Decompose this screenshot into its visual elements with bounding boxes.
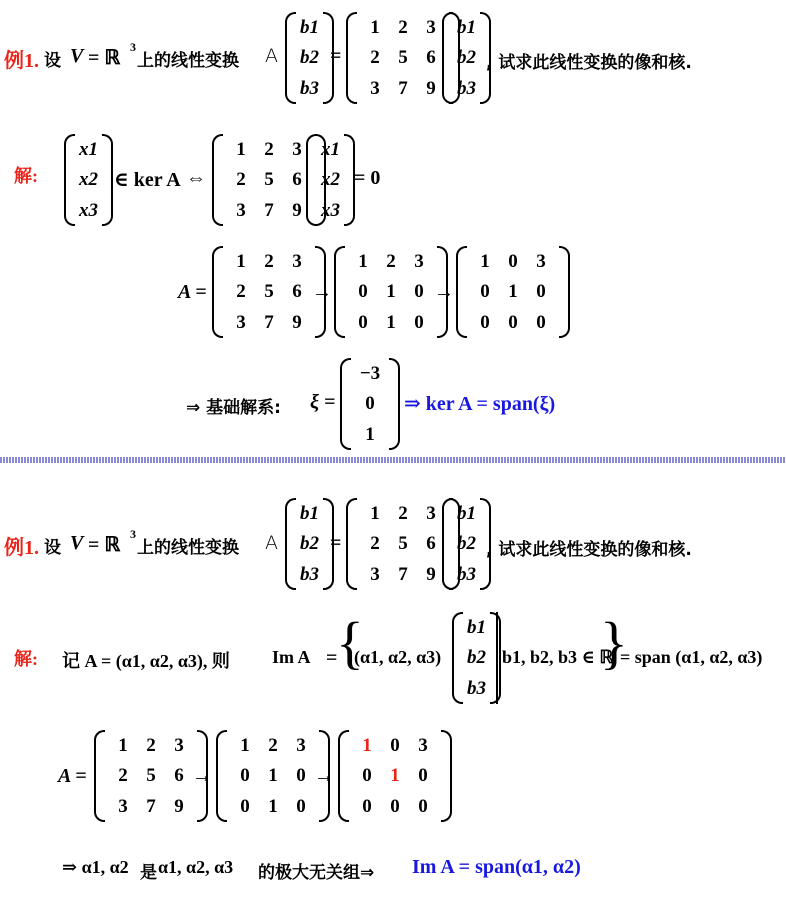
math-entry: 2 — [398, 502, 408, 524]
denote-text: 记 A = (α1, α2, α3), 则 — [62, 651, 230, 671]
math-entry: 2 — [264, 250, 274, 272]
space-V: V — [70, 45, 84, 67]
matrix-reduced-2 — [456, 246, 570, 338]
math-entry: 1 — [118, 734, 128, 756]
math-entry: 0 — [240, 796, 250, 818]
math-entry: 3 — [292, 250, 302, 272]
problem-intro-2: 设 — [44, 538, 61, 558]
A-eq-2: A = — [58, 765, 87, 787]
math-entry: 7 — [398, 564, 408, 586]
eq-R: = ℝ — [88, 47, 121, 69]
operator-A: A — [265, 45, 278, 67]
math-entry: 3 — [370, 564, 380, 586]
b2: b2 — [300, 47, 319, 69]
math-entry: 3 — [296, 734, 306, 756]
math-entry: 2 — [370, 533, 380, 555]
math-entry: 7 — [146, 796, 156, 818]
math-entry: 0 — [414, 281, 424, 303]
math-entry: 1 — [480, 250, 490, 272]
set-separator — [496, 612, 498, 704]
math-entry: x1 — [79, 138, 98, 160]
math-entry: b3 — [457, 78, 476, 100]
A-eq: A = — [178, 281, 207, 303]
math-entry: 3 — [414, 250, 424, 272]
math-entry: x1 — [321, 138, 340, 160]
pivot-1: 1 — [362, 734, 372, 756]
math-entry: 0 — [418, 765, 428, 787]
math-entry: 2 — [370, 47, 380, 69]
superscript-3-2: 3 — [130, 527, 136, 541]
arrow-4: → — [314, 765, 334, 787]
math-entry: b1 — [457, 502, 476, 524]
math-entry: 2 — [236, 169, 246, 191]
math-entry: 1 — [268, 765, 278, 787]
b1: b1 — [300, 16, 319, 38]
math-entry: 3 — [236, 200, 246, 222]
equals: = — [330, 45, 342, 67]
math-entry: 3 — [536, 250, 546, 272]
im-label: Im A — [272, 647, 311, 667]
problem-tail-2: , 试求此线性变换的像和核. — [486, 540, 692, 560]
math-entry: 1 — [386, 312, 396, 334]
on-text-2: 上的线性变换 — [137, 538, 239, 558]
im-result: Im A = span(α1, α2) — [412, 856, 581, 878]
math-entry: 2 — [118, 765, 128, 787]
math-entry: 0 — [508, 312, 518, 334]
operator-A-2: A — [265, 532, 278, 554]
matrix-reduced-4 — [338, 730, 452, 822]
math-entry: 3 — [292, 138, 302, 160]
math-entry: 0 — [536, 281, 546, 303]
math-entry: x3 — [321, 200, 340, 222]
math-entry: b2 — [467, 647, 486, 669]
math-entry: 0 — [362, 796, 372, 818]
math-entry: 2 — [264, 138, 274, 160]
math-entry: 3 — [174, 734, 184, 756]
math-entry: 1 — [268, 796, 278, 818]
math-entry: 7 — [264, 312, 274, 334]
eq-R-2: = ℝ — [88, 534, 121, 556]
math-entry: 6 — [174, 765, 184, 787]
math-entry: 5 — [398, 47, 408, 69]
set-equals: = — [326, 647, 338, 669]
math-entry: 0 — [414, 312, 424, 334]
math-entry: 9 — [426, 78, 436, 100]
math-entry: 9 — [292, 312, 302, 334]
math-entry: 0 — [508, 250, 518, 272]
matrix-A-3 — [212, 246, 326, 338]
conclusion-c: α1, α2, α3 — [158, 857, 234, 877]
math-entry: 3 — [426, 502, 436, 524]
xi-eq: ξ = — [310, 391, 336, 413]
solution-label: 解: — [14, 166, 38, 186]
math-entry: 1 — [365, 424, 375, 446]
math-entry: 6 — [426, 47, 436, 69]
vector-b — [285, 12, 334, 104]
math-entry: 6 — [292, 281, 302, 303]
math-entry: 3 — [418, 734, 428, 756]
math-entry: 6 — [292, 169, 302, 191]
vector-x — [64, 134, 113, 226]
problem-intro: 设 — [44, 51, 61, 71]
vector-b-3 — [452, 612, 501, 704]
math-entry: b2 — [457, 47, 476, 69]
math-entry: 0 — [362, 765, 372, 787]
math-entry: b2 — [457, 533, 476, 555]
math-entry: 5 — [264, 169, 274, 191]
math-entry: x2 — [79, 169, 98, 191]
math-entry: 1 — [386, 281, 396, 303]
math-entry: 1 — [236, 138, 246, 160]
vector-b-right-2 — [442, 498, 491, 590]
math-entry: 2 — [236, 281, 246, 303]
math-entry: 1 — [358, 250, 368, 272]
example-label: 例1. — [4, 50, 39, 72]
example-label-2: 例1. — [4, 537, 39, 559]
math-entry: 7 — [398, 78, 408, 100]
matrix-reduced-3 — [216, 730, 330, 822]
math-entry: −3 — [359, 362, 381, 384]
matrix-A-5 — [94, 730, 208, 822]
math-entry: 2 — [398, 16, 408, 38]
math-entry: b2 — [300, 533, 319, 555]
alpha-tuple: (α1, α2, α3) — [354, 647, 442, 667]
math-entry: 1 — [240, 734, 250, 756]
math-entry: 5 — [146, 765, 156, 787]
ker-result: ⇒ ker A = span(ξ) — [404, 393, 556, 415]
math-entry: b3 — [457, 564, 476, 586]
superscript-3: 3 — [130, 40, 136, 54]
math-entry: 2 — [146, 734, 156, 756]
math-entry: b1 — [467, 616, 486, 638]
math-entry: 0 — [536, 312, 546, 334]
math-entry: 3 — [426, 16, 436, 38]
in-ker: ∈ ker A — [114, 169, 181, 191]
math-entry: 0 — [296, 796, 306, 818]
arrow-1: → — [312, 281, 332, 303]
math-entry: 0 — [480, 312, 490, 334]
math-entry: b3 — [467, 678, 486, 700]
section-divider — [0, 457, 786, 463]
b3: b3 — [300, 78, 319, 100]
conclusion-d: 的极大无关组⇒ — [258, 863, 375, 883]
math-entry: 0 — [480, 281, 490, 303]
pivot-2: 1 — [390, 765, 400, 787]
math-entry: 3 — [236, 312, 246, 334]
equals-2: = — [330, 532, 342, 554]
math-entry: 5 — [398, 533, 408, 555]
math-entry: 0 — [418, 796, 428, 818]
math-entry: 0 — [358, 281, 368, 303]
space-V-2: V — [70, 532, 84, 554]
conclusion-a: ⇒ α1, α2 — [62, 857, 129, 877]
math-entry: 1 — [236, 250, 246, 272]
span-result: = span (α1, α2, α3) — [620, 647, 763, 667]
vector-x-right — [306, 134, 355, 226]
math-entry: b1 — [457, 16, 476, 38]
math-entry: 0 — [390, 734, 400, 756]
math-entry: x2 — [321, 169, 340, 191]
math-entry: 0 — [390, 796, 400, 818]
math-entry: b1 — [300, 502, 319, 524]
math-entry: 3 — [370, 78, 380, 100]
iff-symbol: ⇔ — [186, 167, 206, 189]
arrow-3: → — [192, 765, 212, 787]
math-entry: b3 — [300, 564, 319, 586]
problem-tail: , 试求此线性变换的像和核. — [486, 53, 692, 73]
right-brace: } — [600, 610, 628, 675]
math-entry: 0 — [358, 312, 368, 334]
math-entry: 1 — [508, 281, 518, 303]
arrow-2: → — [434, 281, 454, 303]
matrix-reduced-1 — [334, 246, 448, 338]
math-entry: 0 — [240, 765, 250, 787]
math-entry: 0 — [296, 765, 306, 787]
math-entry: 6 — [426, 533, 436, 555]
vector-b-2 — [285, 498, 334, 590]
math-entry: 1 — [370, 16, 380, 38]
math-entry: 3 — [118, 796, 128, 818]
math-entry: 9 — [292, 200, 302, 222]
eq-zero: = 0 — [354, 167, 381, 189]
vector-b-right — [442, 12, 491, 104]
basic-solution: ⇒ 基础解系: — [186, 398, 281, 418]
on-text: 上的线性变换 — [137, 51, 239, 71]
math-entry: 9 — [426, 564, 436, 586]
math-entry: x3 — [79, 200, 98, 222]
math-entry: 9 — [174, 796, 184, 818]
left-brace: { — [336, 610, 364, 675]
math-entry: 2 — [268, 734, 278, 756]
set-condition: b1, b2, b3 ∈ ℝ — [502, 647, 614, 667]
vector-xi — [340, 358, 400, 450]
math-entry: 7 — [264, 200, 274, 222]
solution-label-2: 解: — [14, 649, 38, 669]
math-entry: 5 — [264, 281, 274, 303]
math-entry: 2 — [386, 250, 396, 272]
math-entry: 1 — [370, 502, 380, 524]
conclusion-b: 是 — [140, 863, 157, 883]
math-entry: 0 — [365, 393, 375, 415]
